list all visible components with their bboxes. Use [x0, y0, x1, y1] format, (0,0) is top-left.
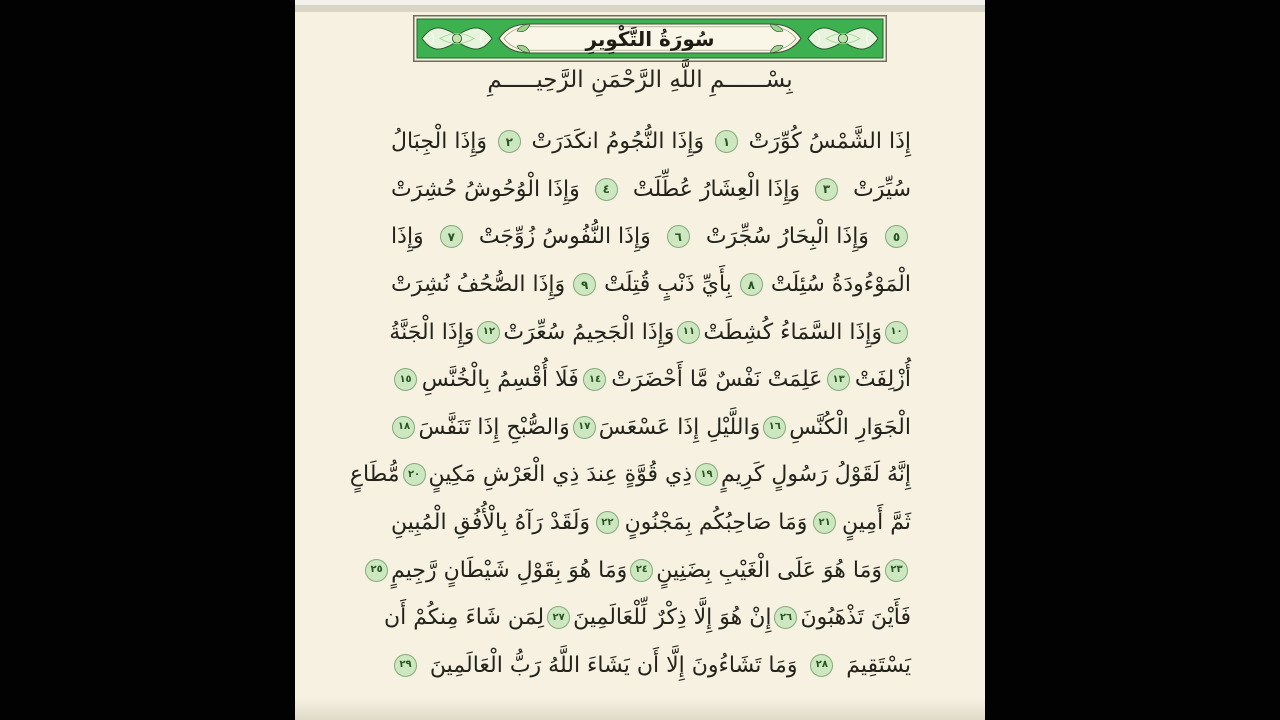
ayah-text: عَلِمَتْ نَفْسٌ مَّا أَحْضَرَتْ	[611, 367, 823, 393]
quran-line	[391, 118, 911, 166]
verse-number-marker: ٢	[498, 130, 521, 153]
verse-number-marker: ٢٨	[810, 654, 833, 677]
quran-line	[391, 356, 911, 404]
ayah-text: وَإِذَا الْوُحُوشُ حُشِرَتْ	[391, 176, 580, 202]
ayah-text: وَمَا تَشَاءُونَ إِلَّا أَن يَشَاءَ اللَّهُ رَبُّ الْعَالَمِينَ	[429, 652, 798, 678]
verse-number-marker: ١٩	[695, 463, 718, 486]
verse-number-marker: ١٢	[477, 321, 500, 344]
verse-number-marker: ٣	[815, 178, 838, 201]
ayah-text: فَأَيْنَ تَذْهَبُونَ	[800, 605, 911, 631]
quran-line	[391, 499, 911, 547]
ayah-text: وَإِذَا الْعِشَارُ عُطِّلَتْ	[632, 176, 800, 202]
ayah-text: إِنَّهُ لَقَوْلُ رَسُولٍ كَرِيمٍ	[721, 462, 911, 488]
verse-number-marker: ٦	[667, 225, 690, 248]
quran-line	[391, 166, 911, 214]
ayah-text: إِذَا الشَّمْسُ كُوِّرَتْ	[748, 129, 911, 155]
ayah-text: بِأَيِّ ذَنْبٍ قُتِلَتْ	[604, 272, 732, 298]
verse-number-marker: ١٣	[827, 368, 850, 391]
ayah-text: وَإِذَا الْجَحِيمُ سُعِّرَتْ	[503, 319, 675, 345]
verse-number-marker: ١٦	[763, 416, 786, 439]
verse-number-marker: ١٨	[392, 416, 415, 439]
verse-number-marker: ٢٤	[630, 559, 653, 582]
letterbox-right	[985, 0, 1280, 720]
verse-number-marker: ٢٢	[596, 511, 619, 534]
verse-number-marker: ٧	[440, 225, 463, 248]
ayah-text: فَلَا أُقْسِمُ بِالْخُنَّسِ	[421, 367, 579, 393]
ayah-text: وَاللَّيْلِ إِذَا عَسْعَسَ	[598, 414, 761, 440]
ayah-text: مُّطَاعٍ	[349, 462, 400, 488]
verse-number-marker: ٢٩	[394, 654, 417, 677]
ayah-text: لِمَن شَاءَ مِنكُمْ أَن	[383, 605, 545, 631]
ayah-text: وَمَا هُوَ بِقَوْلِ شَيْطَانٍ رَّجِيمٍ	[391, 557, 628, 583]
verse-number-marker: ٤	[595, 178, 618, 201]
verse-number-marker: ١٧	[573, 416, 596, 439]
bismillah: بِسْــــــمِ اللَّهِ الرَّحْمَنِ الرَّحِيـــــمِ	[487, 67, 793, 93]
quran-line	[391, 308, 911, 356]
quran-line	[349, 451, 911, 499]
quran-line	[391, 642, 911, 690]
verse-number-marker: ٨	[740, 273, 763, 296]
verse-number-marker: ٢٧	[547, 606, 570, 629]
ayah-text: أُزْلِفَتْ	[854, 367, 911, 393]
verse-number-marker: ٢٣	[885, 559, 908, 582]
ayah-text: سُيِّرَتْ	[853, 176, 911, 202]
surah-header-banner	[413, 15, 887, 62]
ayah-text: وَإِذَا الْجَنَّةُ	[389, 319, 475, 345]
ayah-text: وَلَقَدْ رَآهُ بِالْأُفُقِ الْمُبِينِ	[391, 510, 591, 536]
quran-line	[370, 546, 911, 594]
verse-number-marker: ٩	[573, 273, 596, 296]
ayah-text: وَإِذَا النُّفُوسُ زُوِّجَتْ	[478, 224, 651, 250]
ayah-text: وَمَا صَاحِبُكُم بِمَجْنُونٍ	[624, 510, 808, 536]
ayah-text: الْجَوَارِ الْكُنَّسِ	[789, 414, 911, 440]
verse-number-marker: ١٠	[885, 321, 908, 344]
quran-line	[391, 213, 911, 261]
verse-number-marker: ٢٦	[774, 606, 797, 629]
quran-line	[391, 261, 911, 309]
ayah-text: وَإِذَا النُّجُومُ انكَدَرَتْ	[531, 129, 705, 155]
verse-number-marker: ١	[715, 130, 738, 153]
ayah-text: وَإِذَا الصُّحُفُ نُشِرَتْ	[391, 272, 566, 298]
ayah-text: وَإِذَا الْبِحَارُ سُجِّرَتْ	[705, 224, 869, 250]
letterbox-left	[0, 0, 295, 720]
surah-title: سُورَةُ التَّكْوِيرِ	[585, 26, 715, 51]
ayah-text: وَإِذَا الْجِبَالُ	[391, 129, 487, 155]
ayah-text: وَالصُّبْحِ إِذَا تَنَفَّسَ	[418, 414, 570, 440]
ayah-text: وَمَا هُوَ عَلَى الْغَيْبِ بِضَنِينٍ	[656, 557, 882, 583]
quran-page	[295, 0, 985, 720]
page-top-edge-shadow	[295, 5, 985, 12]
ayah-text: يَسْتَقِيمَ	[846, 652, 911, 678]
ayah-text: وَإِذَا	[391, 224, 424, 250]
page-bottom-edge-shadow	[295, 698, 985, 720]
verse-number-marker: ١٥	[394, 368, 417, 391]
ayah-text: وَإِذَا السَّمَاءُ كُشِطَتْ	[703, 319, 882, 345]
ayah-text: الْمَوْءُودَةُ سُئِلَتْ	[770, 272, 911, 298]
verse-number-marker: ١٤	[583, 368, 606, 391]
ayah-text: ذِي قُوَّةٍ عِندَ ذِي الْعَرْشِ مَكِينٍ	[428, 462, 693, 488]
verse-number-marker: ٥	[885, 225, 908, 248]
verse-number-marker: ٢٠	[403, 463, 426, 486]
quran-line	[391, 404, 911, 452]
ayah-text: ثَمَّ أَمِينٍ	[841, 510, 911, 536]
verse-number-marker: ١١	[677, 321, 700, 344]
quran-line	[383, 594, 911, 642]
verse-number-marker: ٢١	[813, 511, 836, 534]
ayah-text: إِنْ هُوَ إِلَّا ذِكْرٌ لِّلْعَالَمِينَ	[573, 605, 772, 631]
verse-number-marker: ٢٥	[365, 559, 388, 582]
quran-lines	[349, 118, 911, 689]
